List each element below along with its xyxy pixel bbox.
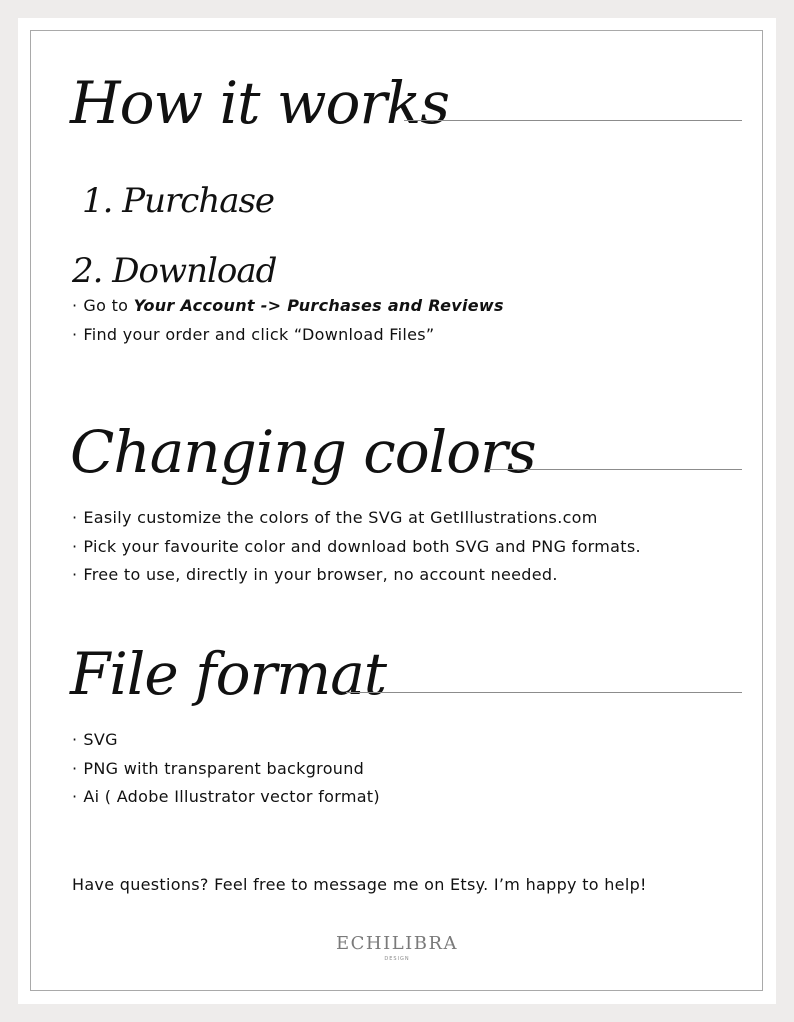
list-item: [72, 755, 380, 784]
list-item: [72, 533, 641, 562]
logo-name: ECHILIBRA: [335, 933, 459, 954]
file-format-rule: [346, 692, 742, 693]
list-item-text: Pick your favourite color and download both SVG and PNG formats.: [83, 536, 641, 556]
list-item-text: Free to use, directly in your browser, no account needed.: [83, 565, 558, 584]
list-item-text: SVG: [83, 730, 118, 749]
list-item: [72, 726, 380, 755]
bullet-dot: ·: [72, 508, 78, 527]
list-item: [72, 561, 641, 590]
download-instructions-list: [72, 292, 504, 349]
logo-sub: DESIGN: [384, 956, 410, 962]
how-it-works-heading: How it works: [70, 69, 450, 137]
go-to-text: Go to: [83, 296, 134, 315]
bullet-dot: ·: [72, 730, 78, 749]
changing-colors-heading: Changing colors: [70, 418, 536, 486]
changing-colors-list: [72, 504, 641, 590]
list-item: [72, 504, 641, 533]
brand-logo: [18, 935, 776, 962]
bullet-dot: ·: [72, 787, 78, 806]
bullet-dot: ·: [72, 565, 78, 584]
how-it-works-rule: [404, 120, 742, 121]
list-item: [72, 321, 504, 350]
list-item: [72, 783, 380, 812]
step-purchase: 1. Purchase: [82, 181, 275, 221]
account-path-text: Your Account -> Purchases and Reviews: [133, 296, 504, 315]
document-page: [18, 18, 776, 1004]
list-item-text: Ai ( Adobe Illustrator vector format): [83, 787, 380, 806]
bullet-dot: ·: [72, 324, 78, 344]
file-format-heading: File format: [70, 640, 387, 708]
list-item: [72, 292, 504, 321]
help-note: Have questions? Feel free to message me on Etsy. I’m happy to help!: [72, 875, 647, 894]
bullet-dot: ·: [72, 758, 78, 778]
bullet-dot: ·: [72, 296, 78, 315]
list-item-text: PNG with transparent background: [83, 758, 365, 778]
list-item-text: Easily customize the colors of the SVG at GetIllustrations.com: [83, 508, 598, 527]
bullet-dot: ·: [72, 536, 78, 556]
changing-colors-rule: [488, 469, 742, 470]
file-format-list: [72, 726, 380, 812]
step-download: 2. Download: [72, 251, 277, 291]
find-order-text: Find your order and click “Download Files”: [83, 324, 435, 344]
